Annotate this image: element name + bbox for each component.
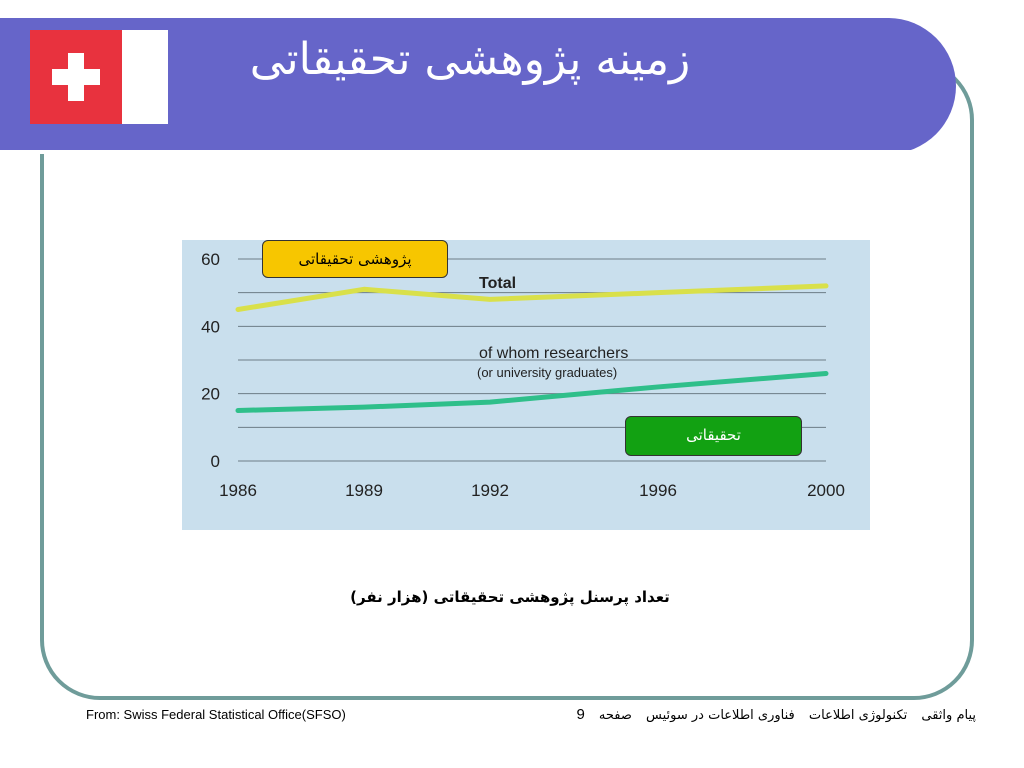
y-tick-label: 60 <box>201 250 220 269</box>
x-tick-label: 1986 <box>219 481 257 500</box>
research-callout: پژوهشی تحقیقاتی <box>262 240 448 278</box>
swiss-flag-icon <box>30 30 168 124</box>
series-label-total: Total <box>479 275 517 292</box>
footer-page-label: صفحه <box>598 708 632 723</box>
x-tick-label: 1996 <box>639 481 677 500</box>
title-underline <box>0 150 932 154</box>
flag-cross-horizontal <box>52 69 100 85</box>
x-tick-label: 1992 <box>471 481 509 500</box>
footer-course: تکنولوژی اطلاعات <box>808 708 908 723</box>
slide-title: زمینه پژوهشی تحقیقاتی <box>249 34 691 85</box>
series-sublabel-researchers: (or university graduates) <box>477 365 618 380</box>
footer-page-number: 9 <box>576 706 585 723</box>
x-tick-label: 1989 <box>345 481 383 500</box>
line-chart <box>182 240 870 530</box>
flag-white-strip <box>122 30 168 124</box>
series-label-researchers: of whom researchers <box>479 345 629 362</box>
y-tick-label: 40 <box>201 317 220 337</box>
chart-caption: تعداد پرسنل پژوهشی تحقیقاتی (هزار نفر) <box>350 588 670 606</box>
footer-author: پیام واثقی <box>921 708 976 723</box>
series-line-total <box>238 286 826 310</box>
source-note: From: Swiss Federal Statistical Office(SFSO) <box>86 707 346 722</box>
chart-svg <box>182 240 870 530</box>
footer-topic: فناوری اطلاعات در سوئیس <box>646 708 795 723</box>
x-tick-label: 2000 <box>807 481 845 500</box>
y-tick-label: 20 <box>201 384 220 404</box>
footer <box>566 706 976 723</box>
y-tick-label: 0 <box>210 452 220 471</box>
researchers-callout: تحقیقاتی <box>625 416 802 456</box>
